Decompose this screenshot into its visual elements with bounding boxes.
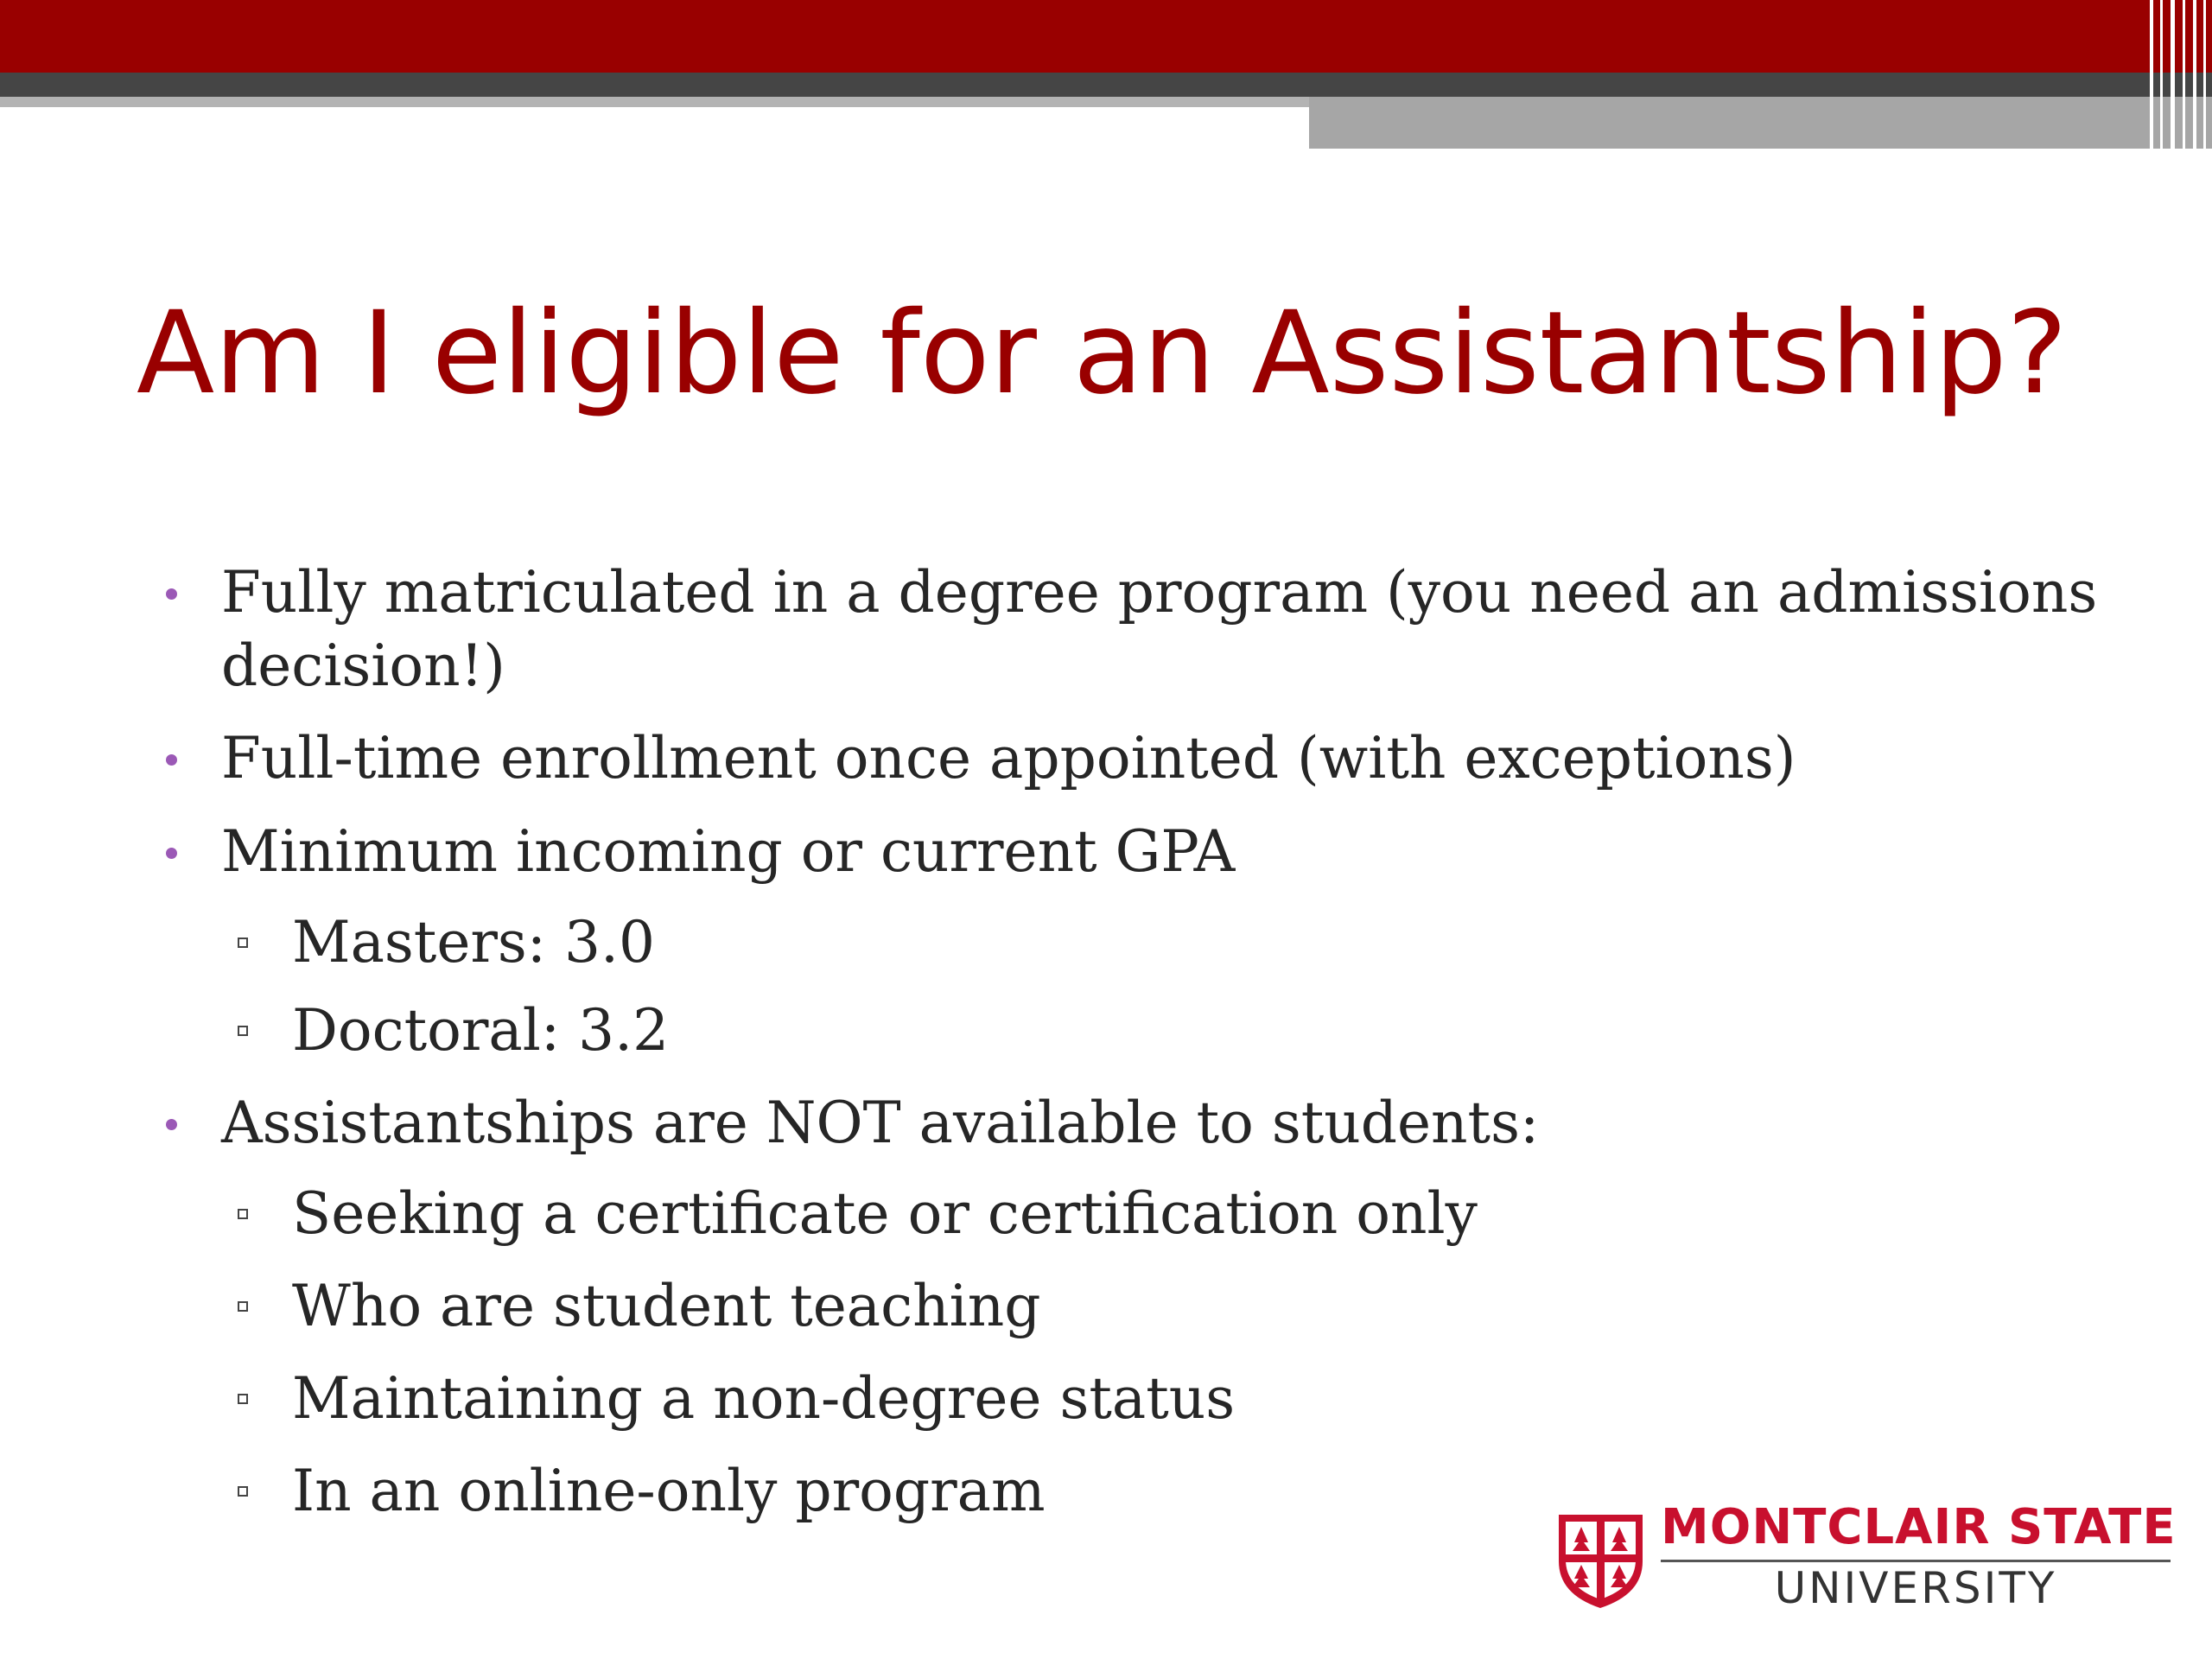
logo-wordmark: MONTCLAIR STATE (1661, 1499, 2177, 1555)
university-logo (1555, 1499, 2177, 1611)
shield-crest-icon (1555, 1508, 1646, 1611)
square-bullet-icon (238, 1394, 248, 1404)
sub-list-item-text: Doctoral: 3.2 (292, 997, 670, 1064)
sub-list-item-text: Maintaining a non-degree status (292, 1365, 1236, 1432)
sub-list-item-text: Masters: 3.0 (292, 909, 655, 976)
square-bullet-icon (238, 1209, 248, 1219)
square-bullet-icon (238, 1486, 248, 1497)
list-item-text: Fully matriculated in a degree program (you need an admissions (221, 559, 2098, 626)
sub-list-item-text: In an online-only program (292, 1458, 1046, 1524)
slide-title: Am I eligible for an Assistantship? (137, 287, 2068, 420)
list-item-text: Minimum incoming or current GPA (221, 818, 1236, 885)
square-bullet-icon (238, 1026, 248, 1036)
bullet-dot-icon (166, 754, 177, 766)
logo-subwordmark: UNIVERSITY (1774, 1563, 2057, 1613)
logo-divider (1661, 1560, 2171, 1562)
sub-list-item-text: Seeking a certificate or certification only (292, 1180, 1478, 1247)
sub-list-item-text: Who are student teaching (292, 1273, 1041, 1339)
square-bullet-icon (238, 1301, 248, 1312)
bullet-dot-icon (166, 588, 177, 600)
list-item-text-continued: decision!) (221, 632, 505, 699)
square-bullet-icon (238, 938, 248, 948)
list-item-text: Full-time enrollment once appointed (with exceptions) (221, 725, 1796, 791)
list-item-text: Assistantships are NOT available to students: (221, 1090, 1540, 1156)
bullet-dot-icon (166, 1119, 177, 1130)
bullet-dot-icon (166, 848, 177, 859)
